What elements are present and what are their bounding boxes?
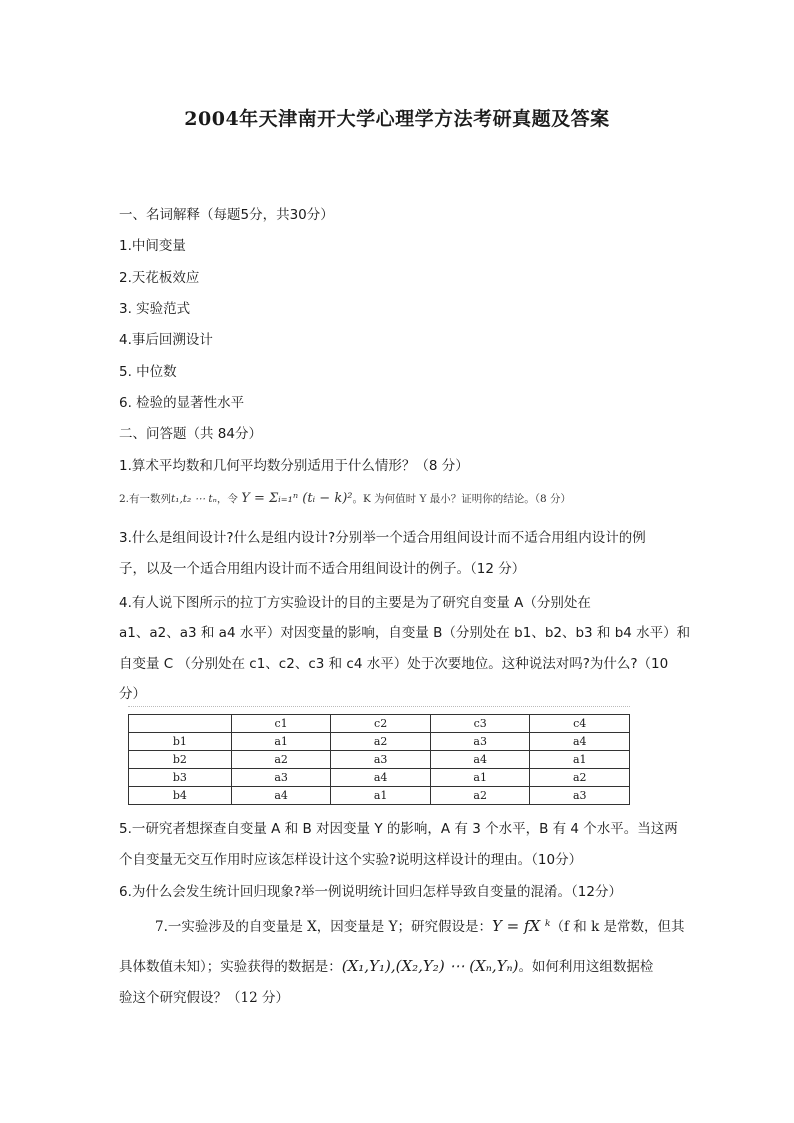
- question-4-line-3: 自变量 C （分别处在 c1、c2、c3 和 c4 水平）处于次要地位。这种说法对吗?为什么?（10: [119, 656, 669, 672]
- term-item-5: 5. 中位数: [119, 364, 177, 380]
- table-cell: a1: [231, 733, 331, 751]
- table-cell: c1: [231, 715, 331, 733]
- table-cell: a1: [331, 787, 431, 805]
- page-title: 2004年天津南开大学心理学方法考研真题及答案: [184, 108, 610, 130]
- term-item-6: 6. 检验的显著性水平: [119, 395, 245, 411]
- question-3-line-2: 子，以及一个适合用组内设计而不适合用组间设计的例子。（12 分）: [119, 561, 526, 577]
- table-row: [129, 769, 630, 787]
- table-cell: b3: [129, 769, 232, 787]
- table-cell: a3: [331, 751, 431, 769]
- table-cell: a2: [231, 751, 331, 769]
- table-cell: a4: [231, 787, 331, 805]
- table-cell: a2: [331, 733, 431, 751]
- term-item-2: 2.天花板效应: [119, 270, 200, 286]
- term-item-3: 3. 实验范式: [119, 301, 191, 317]
- question-1: 1.算术平均数和几何平均数分别适用于什么情形？（8 分）: [119, 458, 469, 474]
- question-5-line-2: 个自变量无交互作用时应该怎样设计这个实验?说明这样设计的理由。（10分）: [119, 852, 583, 868]
- question-7-line-3: 验这个研究假设？（12 分）: [119, 990, 289, 1006]
- table-cell: c4: [530, 715, 630, 733]
- table-cell: b1: [129, 733, 232, 751]
- q2-mid: ，令: [216, 493, 238, 505]
- table-cell: a3: [530, 787, 630, 805]
- section1-heading: 一、名词解释（每题5分，共30分）: [119, 207, 334, 223]
- table-cell: a2: [530, 769, 630, 787]
- table-cell: a3: [430, 733, 530, 751]
- question-6: 6.为什么会发生统计回归现象?举一例说明统计回归怎样导致自变量的混淆。（12分）: [119, 884, 622, 900]
- table-cell: a1: [530, 751, 630, 769]
- term-item-1: 1.中间变量: [119, 238, 186, 254]
- question-4-line-2: a1、a2、a3 和 a4 水平）对因变量的影响，自变量 B（分别处在 b1、b2、b3 和 b4 水平）和: [119, 625, 691, 641]
- q7-part3: 具体数值未知）；实验获得的数据是：: [119, 959, 342, 975]
- table-cell: a4: [530, 733, 630, 751]
- question-7-line-2: [119, 958, 653, 975]
- question-4-line-4: 分）: [119, 686, 146, 702]
- table-row: [129, 751, 630, 769]
- faded-text-artifact: [128, 706, 630, 711]
- latin-square-table: [128, 714, 630, 805]
- q2-sequence: t₁,t₂ ⋯ tₙ: [171, 493, 217, 505]
- table-cell: b4: [129, 787, 232, 805]
- question-3-line-1: 3.什么是组间设计?什么是组内设计?分别举一个适合用组间设计而不适合用组内设计的例: [119, 530, 646, 546]
- q7-formula-2: (X₁,Y₁),(X₂,Y₂) ⋯ (Xₙ,Yₙ): [341, 957, 519, 975]
- table-cell: b2: [129, 751, 232, 769]
- question-7-line-1: [155, 918, 685, 935]
- table-cell: a4: [331, 769, 431, 787]
- table-row: [129, 733, 630, 751]
- table-cell: a4: [430, 751, 530, 769]
- q7-part2: （f 和 k 是常数，但其: [550, 919, 685, 935]
- table-cell: c2: [331, 715, 431, 733]
- table-row: [129, 787, 630, 805]
- term-item-4: 4.事后回溯设计: [119, 332, 213, 348]
- table-cell: a2: [430, 787, 530, 805]
- q7-part1: 7.一实验涉及的自变量是 X，因变量是 Y；研究假设是：: [155, 919, 492, 935]
- table-cell: a3: [231, 769, 331, 787]
- q7-part4: 。如何利用这组数据检: [518, 959, 654, 975]
- q7-formula-1: Y = fX ᵏ: [492, 917, 551, 935]
- question-2: [119, 491, 571, 507]
- table-header-row: [129, 715, 630, 733]
- q2-formula: Y = Σᵢ₌₁ⁿ (tᵢ − k)²: [241, 491, 353, 506]
- section2-heading: 二、问答题（共 84分）: [119, 426, 262, 442]
- q2-prefix: 2.有一数列: [119, 493, 172, 505]
- table-cell: [129, 715, 232, 733]
- question-5-line-1: 5.一研究者想探查自变量 A 和 B 对因变量 Y 的影响，A 有 3 个水平，B 有 4 个水平。当这两: [119, 821, 678, 837]
- q2-suffix: 。K 为何值时 Y 最小？证明你的结论。（8 分）: [352, 493, 572, 505]
- question-4-line-1: 4.有人说下图所示的拉丁方实验设计的目的主要是为了研究自变量 A（分别处在: [119, 595, 591, 611]
- table-cell: c3: [430, 715, 530, 733]
- table-cell: a1: [430, 769, 530, 787]
